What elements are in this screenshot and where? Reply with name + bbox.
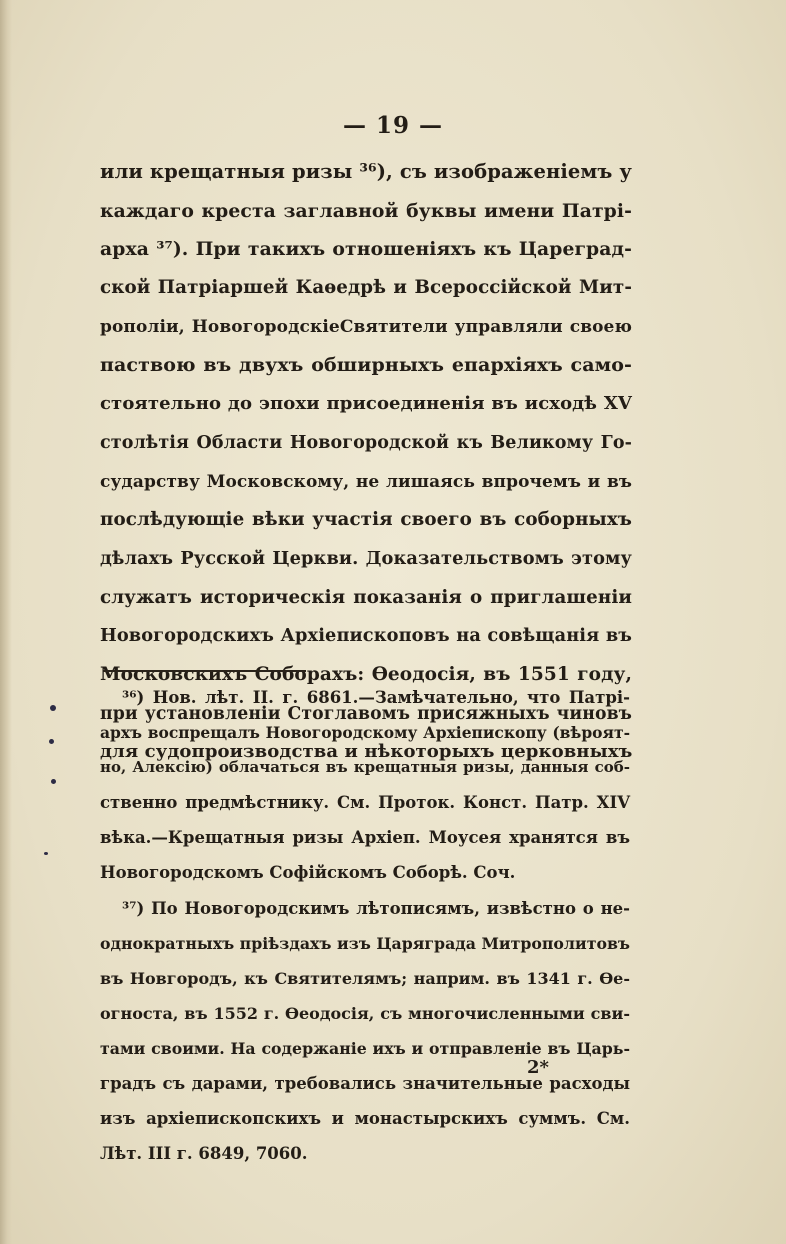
footnotes [100, 680, 633, 1171]
body-line: столѣтія Области Новогородской къ Великому Го- [100, 432, 632, 453]
body-line: каждаго креста заглавной буквы имени Патрі- [100, 199, 632, 222]
footnote-37-line: огноста, въ 1552 г. Ѳеодосія, съ многочисленными сви- [100, 1003, 630, 1023]
body-line: послѣдующіе вѣки участія своего въ соборныхъ [100, 509, 632, 531]
footnote-36-line: но, Алексію) облачаться въ крещатныя ризы, данныя соб- [100, 758, 630, 777]
footnote-37-line: однократныхъ пріѣздахъ изъ Царяграда Митрополитовъ [100, 933, 630, 953]
footnote-36-line: ³⁶) Нов. лѣт. II. г. 6861.—Замѣчательно, что Патрі- [122, 688, 630, 707]
body-line: или крещатныя ризы ³⁶), съ изображеніемъ у [100, 160, 632, 183]
footnote-37-line: градъ съ дарами, требовались значительные расходы [100, 1074, 630, 1094]
body-line: сударству Московскому, не лишаясь впрочемъ и въ [100, 471, 632, 492]
ink-speck [49, 739, 54, 744]
signature-mark: 2* [527, 1057, 549, 1078]
ink-speck [44, 852, 48, 855]
body-line: паствою въ двухъ обширныхъ епархіяхъ само- [100, 354, 632, 377]
ink-speck [50, 705, 56, 711]
body-line: Новогородскихъ Архіепископовъ на совѣщанія въ [100, 625, 632, 647]
footnote-37-line: изъ архіепископскихъ и монастырскихъ суммъ. См. [100, 1109, 630, 1129]
body-line: рополіи, НовогородскіеСвятители управляли своею [100, 316, 632, 337]
ink-speck [51, 779, 56, 784]
footnote-36-line: вѣка.—Крещатныя ризы Архіеп. Моусея хранятся въ [100, 828, 630, 848]
footnote-separator [103, 670, 306, 672]
footnote-36-line: архъ воспрещалъ Новогородскому Архіепископу (вѣроят- [100, 723, 630, 743]
footnote-36-line: ственно предмѣстнику. См. Проток. Конст. Патр. XIV [100, 793, 630, 813]
footnote-37-line: въ Новгородъ, къ Святителямъ; наприм. въ 1341 г. Ѳе- [100, 968, 630, 988]
page-number: — 19 — [342, 112, 444, 139]
footnote-37-line: Лѣт. III г. 6849, 7060. [100, 1144, 308, 1164]
body-line: Московскихъ Соборахъ: Ѳеодосія, въ 1551 году, [100, 663, 632, 685]
footnote-37-line: тами своими. На содержаніе ихъ и отправленіе въ Царь- [100, 1038, 630, 1058]
body-line: стоятельно до эпохи присоединенія въ исходѣ XV [100, 393, 632, 415]
page-gutter-edge [0, 0, 12, 1244]
body-line: ской Патріаршей Каѳедрѣ и Всероссійской Мит- [100, 277, 632, 299]
body-line: служатъ историческія показанія о приглашеніи [100, 586, 632, 608]
footnote-37-line: ³⁷) По Новогородскимъ лѣтописямъ, извѣстно о не- [122, 898, 630, 918]
body-line: арха ³⁷). При такихъ отношеніяхъ къ Цареград- [100, 238, 632, 261]
body-line: для судопроизводства и нѣкоторыхъ церковныхъ [100, 741, 633, 763]
footnote-36-line: Новогородскомъ Софійскомъ Соборѣ. Соч. [100, 863, 516, 883]
body-line: при установленіи Стоглавомъ присяжныхъ чиновъ [100, 703, 632, 724]
body-line: дѣлахъ Русской Церкви. Доказательствомъ этому [100, 547, 632, 569]
